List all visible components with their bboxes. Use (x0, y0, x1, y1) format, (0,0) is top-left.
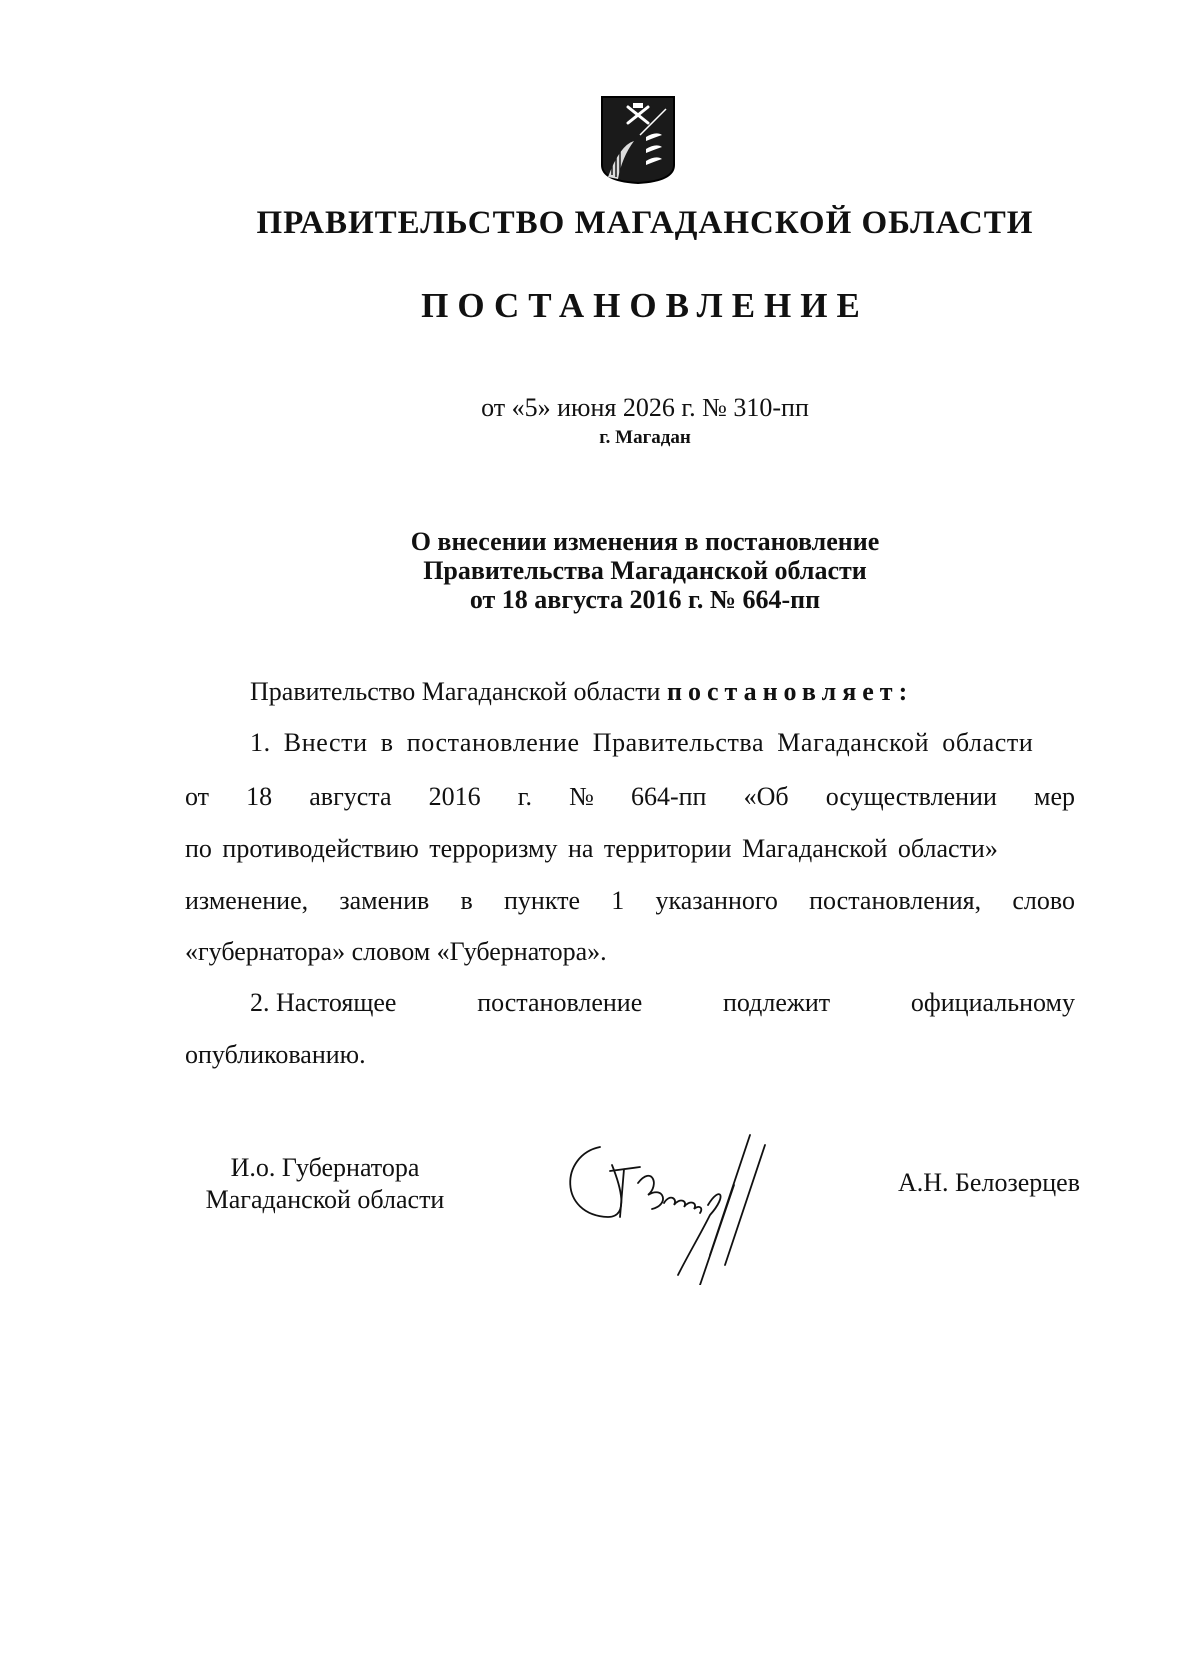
paragraph-1-line-4 (185, 886, 1075, 916)
word: 2. Настоящее (250, 988, 397, 1017)
word: от (185, 782, 210, 811)
document-type: ПОСТАНОВЛЕНИЕ (421, 286, 869, 325)
word: 664-пп (630, 782, 707, 811)
word: указанного (655, 886, 778, 915)
paragraph-1-line-3: по противодействию терроризму на территории Магаданской области» (185, 834, 998, 863)
word: г. (517, 782, 532, 811)
paragraph-2-line-2: опубликованию. (185, 1040, 366, 1069)
word: «Об (743, 782, 789, 811)
word: постановления, (809, 886, 982, 915)
word: мер (1033, 782, 1075, 811)
preamble-verb: постановляет: (666, 677, 914, 706)
signatory-position (190, 1152, 460, 1216)
word: августа (309, 782, 392, 811)
document-place: г. Магадан (599, 427, 691, 448)
word: официальному (910, 988, 1075, 1017)
preamble (250, 677, 1075, 707)
paragraph-2-line-1 (250, 988, 1075, 1018)
position-line: И.о. Губернатора (230, 1153, 420, 1182)
subject-line: О внесении изменения в постановление (410, 527, 880, 556)
paragraph-1-line-5: «губернатора» словом «Губернатора». (185, 937, 607, 966)
preamble-text: Правительство Магаданской области (250, 677, 661, 706)
position-line: Магаданской области (205, 1185, 445, 1214)
word: изменение, (185, 886, 309, 915)
organization-title: ПРАВИТЕЛЬСТВО МАГАДАНСКОЙ ОБЛАСТИ (256, 205, 1034, 241)
paragraph-1-line-1 (250, 728, 1075, 758)
subject-line: Правительства Магаданской области (423, 556, 867, 585)
word: 1. Внести в постановление Правительства Магаданской области (250, 728, 1034, 757)
word: подлежит (723, 988, 831, 1017)
word: 2016 (428, 782, 481, 811)
word: слово (1012, 886, 1075, 915)
paragraph-1-line-2 (185, 782, 1075, 812)
coat-of-arms-icon (600, 95, 676, 185)
word: № (569, 782, 594, 811)
subject-line: от 18 августа 2016 г. № 664-пп (469, 585, 821, 614)
word: пункте (504, 886, 581, 915)
signature-icon (560, 1125, 790, 1285)
word: 1 (611, 886, 625, 915)
signatory-name: А.Н. Белозерцев (897, 1168, 1080, 1197)
word: в (460, 886, 473, 915)
document-subject (0, 527, 1200, 614)
word: постановление (477, 988, 643, 1017)
word: осуществлении (825, 782, 997, 811)
word: 18 (246, 782, 273, 811)
document-date-number: от «5» июня 2026 г. № 310-пп (481, 393, 809, 422)
word: заменив (339, 886, 430, 915)
